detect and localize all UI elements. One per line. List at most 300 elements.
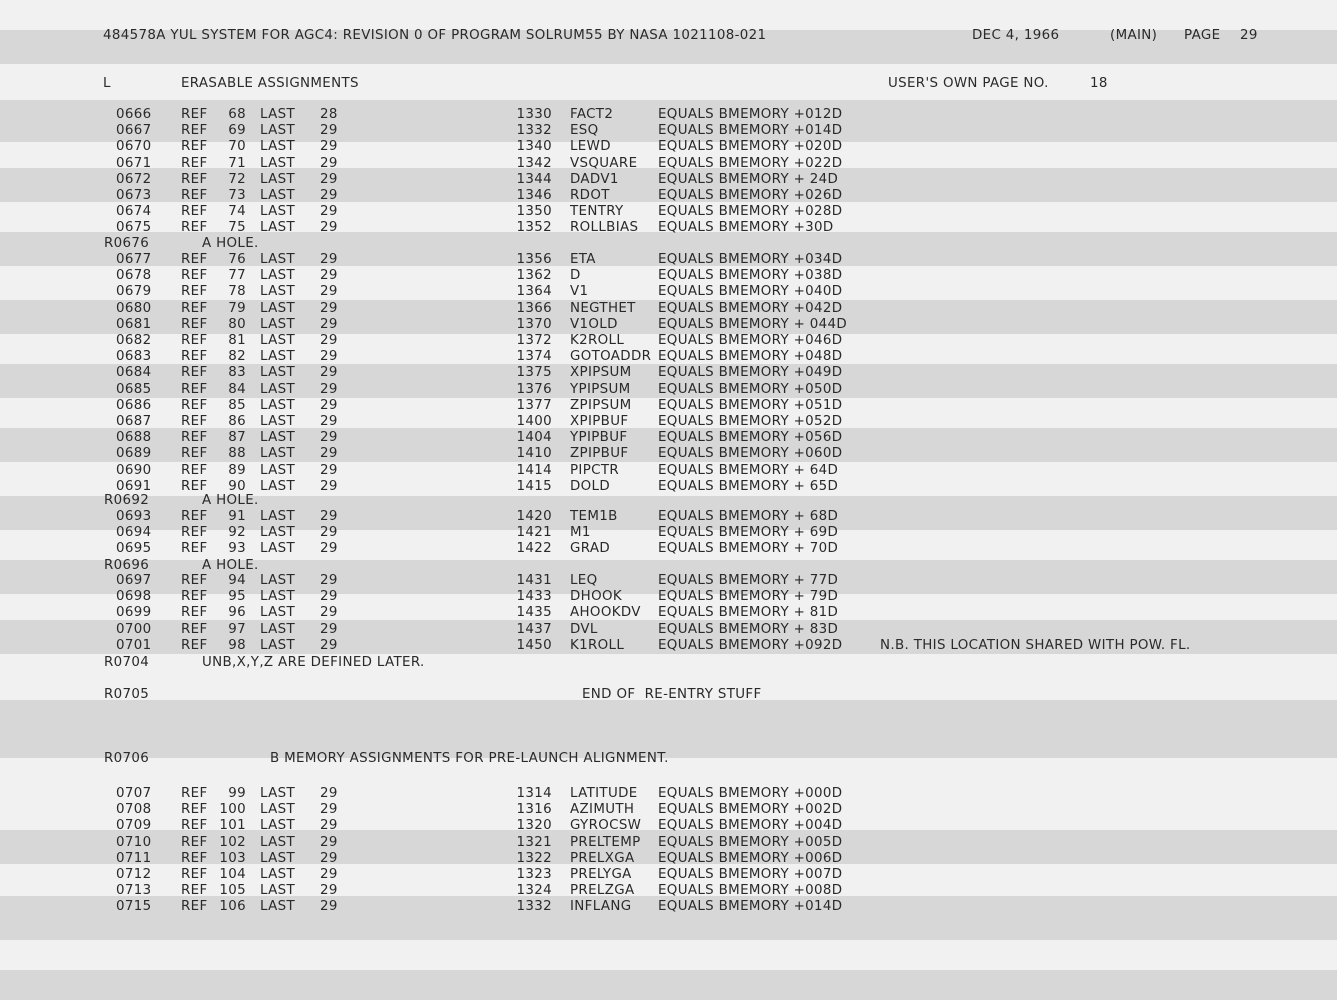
equals-statement: EQUALS BMEMORY +006D [658, 850, 843, 866]
octal-address: 1375 [516, 365, 552, 381]
symbol-name: D [570, 268, 581, 284]
octal-address: 1415 [516, 478, 552, 494]
symbol-name: YPIPBUF [570, 430, 628, 446]
reference-count: 73 [228, 188, 246, 203]
ref-label: REF [181, 349, 208, 365]
ref-label: REF [181, 883, 208, 899]
symbol-name: INFLANG [570, 899, 632, 915]
equals-statement: EQUALS BMEMORY +038D [658, 268, 843, 284]
equals-statement: EQUALS BMEMORY + 044D [658, 316, 848, 332]
last-label: LAST [260, 573, 296, 588]
card-sequence-number: 0694 [116, 525, 152, 541]
equals-statement: EQUALS BMEMORY + 79D [658, 589, 839, 605]
row-note: N.B. THIS LOCATION SHARED WITH POW. FL. [880, 637, 1191, 653]
reference-count: 98 [228, 637, 246, 653]
symbol-name: TEM1B [570, 509, 618, 524]
symbol-name: PIPCTR [570, 462, 620, 478]
reference-count: 88 [228, 446, 246, 462]
last-label: LAST [260, 188, 296, 203]
last-page: 29 [320, 349, 338, 365]
equals-statement: EQUALS BMEMORY +014D [658, 123, 843, 139]
ref-label: REF [181, 446, 208, 462]
ref-label: REF [181, 155, 208, 171]
reference-count: 104 [219, 867, 246, 882]
symbol-name: XPIPSUM [570, 365, 632, 381]
octal-address: 1340 [516, 139, 552, 155]
card-sequence-number: 0672 [116, 171, 152, 187]
last-label: LAST [260, 414, 296, 429]
equals-statement: EQUALS BMEMORY +051D [658, 397, 843, 413]
reference-count: 85 [228, 397, 246, 413]
card-sequence-number: 0707 [116, 786, 152, 801]
last-page: 29 [320, 867, 338, 882]
remark-sequence-number: R0676 [104, 236, 150, 251]
octal-address: 1422 [516, 541, 552, 557]
card-sequence-number: 0683 [116, 349, 152, 365]
card-sequence-number: 0679 [116, 284, 152, 300]
card-sequence-number: 0695 [116, 541, 152, 557]
equals-statement: EQUALS BMEMORY + 70D [658, 541, 839, 557]
symbol-name: DVL [570, 621, 598, 637]
octal-address: 1332 [516, 123, 552, 139]
last-page: 29 [320, 204, 338, 220]
last-label: LAST [260, 867, 296, 882]
remark-text: A HOLE. [202, 236, 259, 251]
last-label: LAST [260, 802, 296, 818]
last-page: 29 [320, 123, 338, 139]
reference-count: 92 [228, 525, 246, 541]
last-page: 29 [320, 139, 338, 155]
ref-label: REF [181, 284, 208, 300]
last-label: LAST [260, 204, 296, 220]
last-label: LAST [260, 462, 296, 478]
last-page: 29 [320, 155, 338, 171]
last-page: 29 [320, 621, 338, 637]
card-sequence-number: 0709 [116, 818, 152, 834]
equals-statement: EQUALS BMEMORY +060D [658, 446, 843, 462]
ref-label: REF [181, 462, 208, 478]
last-label: LAST [260, 268, 296, 284]
octal-address: 1322 [516, 850, 552, 866]
octal-address: 1366 [516, 300, 552, 316]
octal-address: 1414 [516, 462, 552, 478]
symbol-name: GYROCSW [570, 818, 642, 834]
symbol-name: LEWD [570, 139, 611, 155]
reference-count: 86 [228, 414, 246, 429]
card-sequence-number: 0682 [116, 333, 152, 348]
reference-count: 78 [228, 284, 246, 300]
section-title: ERASABLE ASSIGNMENTS [181, 76, 359, 91]
last-label: LAST [260, 123, 296, 139]
ref-label: REF [181, 621, 208, 637]
octal-address: 1352 [516, 220, 552, 236]
remark-sequence-number: R0692 [104, 493, 150, 508]
last-label: LAST [260, 300, 296, 316]
octal-address: 1350 [516, 204, 552, 220]
equals-statement: EQUALS BMEMORY +092D [658, 637, 843, 653]
ref-label: REF [181, 188, 208, 203]
reference-count: 71 [228, 155, 246, 171]
reference-count: 96 [228, 605, 246, 621]
equals-statement: EQUALS BMEMORY +007D [658, 867, 843, 882]
symbol-name: DHOOK [570, 589, 622, 605]
last-label: LAST [260, 541, 296, 557]
octal-address: 1370 [516, 316, 552, 332]
symbol-name: M1 [570, 525, 591, 541]
ref-label: REF [181, 107, 208, 122]
last-page: 29 [320, 284, 338, 300]
symbol-name: DADV1 [570, 171, 619, 187]
reference-count: 94 [228, 573, 246, 588]
reference-count: 82 [228, 349, 246, 365]
symbol-name: V1 [570, 284, 589, 300]
symbol-name: ZPIPSUM [570, 397, 632, 413]
card-sequence-number: 0675 [116, 220, 152, 236]
last-page: 29 [320, 171, 338, 187]
equals-statement: EQUALS BMEMORY +014D [658, 899, 843, 915]
last-page: 29 [320, 786, 338, 801]
last-label: LAST [260, 818, 296, 834]
equals-statement: EQUALS BMEMORY + 77D [658, 573, 839, 588]
last-label: LAST [260, 621, 296, 637]
reference-count: 76 [228, 252, 246, 267]
last-page: 29 [320, 300, 338, 316]
last-page: 29 [320, 220, 338, 236]
octal-address: 1330 [516, 107, 552, 122]
last-page: 29 [320, 509, 338, 524]
reference-count: 99 [228, 786, 246, 801]
reference-count: 77 [228, 268, 246, 284]
card-sequence-number: 0677 [116, 252, 152, 267]
users-page-number: 18 [1090, 76, 1108, 91]
octal-address: 1344 [516, 171, 552, 187]
card-sequence-number: 0715 [116, 899, 152, 915]
last-page: 29 [320, 252, 338, 267]
ref-label: REF [181, 573, 208, 588]
equals-statement: EQUALS BMEMORY +040D [658, 284, 843, 300]
equals-statement: EQUALS BMEMORY +30D [658, 220, 834, 236]
ref-label: REF [181, 509, 208, 524]
reference-count: 93 [228, 541, 246, 557]
ref-label: REF [181, 430, 208, 446]
ref-label: REF [181, 786, 208, 801]
card-sequence-number: 0693 [116, 509, 152, 524]
remark-sequence-number: R0696 [104, 558, 150, 573]
card-sequence-number: 0700 [116, 621, 152, 637]
ref-label: REF [181, 171, 208, 187]
last-page: 29 [320, 430, 338, 446]
ref-label: REF [181, 818, 208, 834]
ref-label: REF [181, 252, 208, 267]
last-label: LAST [260, 883, 296, 899]
octal-address: 1316 [516, 802, 552, 818]
last-label: LAST [260, 430, 296, 446]
symbol-name: PRELZGA [570, 883, 635, 899]
last-label: LAST [260, 637, 296, 653]
symbol-name: LEQ [570, 573, 598, 588]
remark-text: UNB,X,Y,Z ARE DEFINED LATER. [202, 655, 425, 670]
last-page: 29 [320, 462, 338, 478]
reference-count: 72 [228, 171, 246, 187]
symbol-name: GOTOADDR [570, 349, 652, 365]
card-sequence-number: 0701 [116, 637, 152, 653]
equals-statement: EQUALS BMEMORY +002D [658, 802, 843, 818]
symbol-name: VSQUARE [570, 155, 638, 171]
symbol-name: NEGTHET [570, 300, 636, 316]
ref-label: REF [181, 268, 208, 284]
ref-label: REF [181, 478, 208, 494]
card-sequence-number: 0697 [116, 573, 152, 588]
octal-address: 1372 [516, 333, 552, 348]
last-page: 29 [320, 573, 338, 588]
equals-statement: EQUALS BMEMORY +042D [658, 300, 843, 316]
reference-count: 69 [228, 123, 246, 139]
last-label: LAST [260, 446, 296, 462]
last-label: LAST [260, 525, 296, 541]
last-page: 29 [320, 333, 338, 348]
octal-address: 1431 [516, 573, 552, 588]
last-label: LAST [260, 107, 296, 122]
last-label: LAST [260, 381, 296, 397]
reference-count: 101 [219, 818, 246, 834]
equals-statement: EQUALS BMEMORY +000D [658, 786, 843, 801]
card-sequence-number: 0711 [116, 850, 152, 866]
last-label: LAST [260, 284, 296, 300]
last-page: 29 [320, 365, 338, 381]
octal-address: 1362 [516, 268, 552, 284]
card-sequence-number: 0667 [116, 123, 152, 139]
card-sequence-number: 0684 [116, 365, 152, 381]
equals-statement: EQUALS BMEMORY +034D [658, 252, 843, 267]
octal-address: 1404 [516, 430, 552, 446]
card-sequence-number: 0673 [116, 188, 152, 203]
card-sequence-number: 0670 [116, 139, 152, 155]
symbol-name: GRAD [570, 541, 611, 557]
ref-label: REF [181, 802, 208, 818]
reference-count: 106 [219, 899, 246, 915]
octal-address: 1376 [516, 381, 552, 397]
reference-count: 100 [219, 802, 246, 818]
reference-count: 80 [228, 316, 246, 332]
symbol-name: LATITUDE [570, 786, 638, 801]
last-page: 29 [320, 802, 338, 818]
symbol-name: XPIPBUF [570, 414, 629, 429]
equals-statement: EQUALS BMEMORY +022D [658, 155, 843, 171]
symbol-name: ESQ [570, 123, 599, 139]
last-page: 29 [320, 637, 338, 653]
last-page: 29 [320, 899, 338, 915]
card-sequence-number: 0708 [116, 802, 152, 818]
symbol-name: K2ROLL [570, 333, 625, 348]
ref-label: REF [181, 123, 208, 139]
ref-label: REF [181, 867, 208, 882]
equals-statement: EQUALS BMEMORY +050D [658, 381, 843, 397]
equals-statement: EQUALS BMEMORY +048D [658, 349, 843, 365]
last-page: 29 [320, 188, 338, 203]
equals-statement: EQUALS BMEMORY +056D [658, 430, 843, 446]
card-sequence-number: 0687 [116, 414, 152, 429]
last-label: LAST [260, 478, 296, 494]
last-page: 29 [320, 316, 338, 332]
ref-label: REF [181, 365, 208, 381]
last-label: LAST [260, 333, 296, 348]
last-page: 29 [320, 478, 338, 494]
card-sequence-number: 0671 [116, 155, 152, 171]
card-sequence-number: 0678 [116, 268, 152, 284]
ref-label: REF [181, 300, 208, 316]
remark-sequence-number: R0706 [104, 751, 150, 766]
remark-text: A HOLE. [202, 493, 259, 508]
octal-address: 1356 [516, 252, 552, 267]
symbol-name: PRELYGA [570, 867, 632, 882]
equals-statement: EQUALS BMEMORY +020D [658, 139, 843, 155]
symbol-name: FACT2 [570, 107, 614, 122]
last-page: 29 [320, 414, 338, 429]
octal-address: 1346 [516, 188, 552, 203]
equals-statement: EQUALS BMEMORY + 68D [658, 509, 839, 524]
octal-address: 1377 [516, 397, 552, 413]
symbol-name: TENTRY [570, 204, 624, 220]
symbol-name: ZPIPBUF [570, 446, 629, 462]
equals-statement: EQUALS BMEMORY +026D [658, 188, 843, 203]
octal-address: 1324 [516, 883, 552, 899]
ref-label: REF [181, 204, 208, 220]
remark-text: B MEMORY ASSIGNMENTS FOR PRE-LAUNCH ALIGNMENT. [270, 751, 669, 766]
card-sequence-number: 0680 [116, 300, 152, 316]
listing-marker: L [103, 76, 111, 91]
ref-label: REF [181, 541, 208, 557]
equals-statement: EQUALS BMEMORY +005D [658, 834, 843, 850]
equals-statement: EQUALS BMEMORY +004D [658, 818, 843, 834]
card-sequence-number: 0691 [116, 478, 152, 494]
symbol-name: DOLD [570, 478, 611, 494]
reference-count: 95 [228, 589, 246, 605]
octal-address: 1321 [516, 834, 552, 850]
reference-count: 105 [219, 883, 246, 899]
equals-statement: EQUALS BMEMORY + 24D [658, 171, 839, 187]
card-sequence-number: 0689 [116, 446, 152, 462]
last-label: LAST [260, 139, 296, 155]
equals-statement: EQUALS BMEMORY + 65D [658, 478, 839, 494]
card-sequence-number: 0690 [116, 462, 152, 478]
last-label: LAST [260, 316, 296, 332]
ref-label: REF [181, 414, 208, 429]
reference-count: 75 [228, 220, 246, 236]
reference-count: 81 [228, 333, 246, 348]
equals-statement: EQUALS BMEMORY + 83D [658, 621, 839, 637]
equals-statement: EQUALS BMEMORY + 69D [658, 525, 839, 541]
symbol-name: RDOT [570, 188, 610, 203]
last-page: 29 [320, 446, 338, 462]
last-label: LAST [260, 365, 296, 381]
last-page: 29 [320, 381, 338, 397]
octal-address: 1342 [516, 155, 552, 171]
reference-count: 97 [228, 621, 246, 637]
card-sequence-number: 0688 [116, 430, 152, 446]
ref-label: REF [181, 139, 208, 155]
last-page: 29 [320, 883, 338, 899]
reference-count: 79 [228, 300, 246, 316]
reference-count: 103 [219, 850, 246, 866]
last-label: LAST [260, 220, 296, 236]
octal-address: 1420 [516, 509, 552, 524]
ref-label: REF [181, 316, 208, 332]
reference-count: 83 [228, 365, 246, 381]
octal-address: 1433 [516, 589, 552, 605]
remark-text: END OF RE-ENTRY STUFF [582, 687, 762, 702]
equals-statement: EQUALS BMEMORY +028D [658, 204, 843, 220]
print-date: DEC 4, 1966 [972, 28, 1060, 43]
reference-count: 74 [228, 204, 246, 220]
last-page: 29 [320, 397, 338, 413]
octal-address: 1323 [516, 867, 552, 882]
equals-statement: EQUALS BMEMORY +052D [658, 414, 843, 429]
last-label: LAST [260, 397, 296, 413]
reference-count: 90 [228, 478, 246, 494]
card-sequence-number: 0681 [116, 316, 152, 332]
symbol-name: YPIPSUM [570, 381, 631, 397]
ref-label: REF [181, 589, 208, 605]
octal-address: 1364 [516, 284, 552, 300]
ref-label: REF [181, 397, 208, 413]
last-label: LAST [260, 850, 296, 866]
reference-count: 70 [228, 139, 246, 155]
last-label: LAST [260, 509, 296, 524]
reference-count: 87 [228, 430, 246, 446]
equals-statement: EQUALS BMEMORY + 64D [658, 462, 839, 478]
symbol-name: AZIMUTH [570, 802, 635, 818]
ref-label: REF [181, 220, 208, 236]
last-page: 29 [320, 525, 338, 541]
card-sequence-number: 0685 [116, 381, 152, 397]
reference-count: 68 [228, 107, 246, 122]
symbol-name: K1ROLL [570, 637, 625, 653]
page-header [0, 28, 1258, 44]
reference-count: 91 [228, 509, 246, 524]
reference-count: 102 [219, 834, 246, 850]
ref-label: REF [181, 333, 208, 348]
last-page: 28 [320, 107, 338, 122]
equals-statement: EQUALS BMEMORY +049D [658, 365, 843, 381]
symbol-name: V1OLD [570, 316, 618, 332]
last-page: 29 [320, 605, 338, 621]
last-label: LAST [260, 605, 296, 621]
card-sequence-number: 0666 [116, 107, 152, 122]
remark-sequence-number: R0704 [104, 655, 150, 670]
last-label: LAST [260, 834, 296, 850]
octal-address: 1437 [516, 621, 552, 637]
octal-address: 1410 [516, 446, 552, 462]
remark-sequence-number: R0705 [104, 687, 150, 702]
octal-address: 1320 [516, 818, 552, 834]
symbol-name: PRELTEMP [570, 834, 641, 850]
last-page: 29 [320, 268, 338, 284]
last-label: LAST [260, 786, 296, 801]
ref-label: REF [181, 525, 208, 541]
last-page: 29 [320, 818, 338, 834]
section-header [0, 76, 1108, 92]
last-page: 29 [320, 834, 338, 850]
octal-address: 1421 [516, 525, 552, 541]
users-page-label: USER'S OWN PAGE NO. [888, 76, 1049, 91]
octal-address: 1400 [516, 414, 552, 429]
card-sequence-number: 0712 [116, 867, 152, 882]
card-sequence-number: 0699 [116, 605, 152, 621]
octal-address: 1332 [516, 899, 552, 915]
equals-statement: EQUALS BMEMORY +008D [658, 883, 843, 899]
program-title: 484578A YUL SYSTEM FOR AGC4: REVISION 0 OF PROGRAM SOLRUM55 BY NASA 1021108-021 [103, 28, 767, 43]
symbol-name: AHOOKDV [570, 605, 641, 621]
